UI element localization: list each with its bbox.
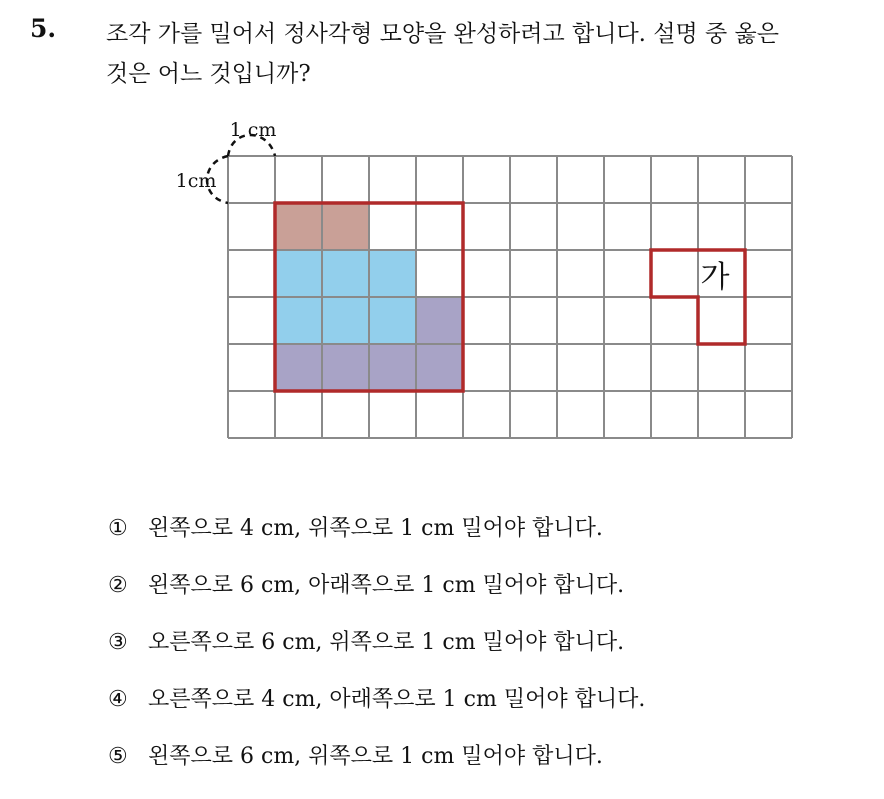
choice-text: 오른쪽으로 4 cm, 아래쪽으로 1 cm 밀어야 합니다. — [148, 687, 646, 712]
cell-blue — [369, 250, 416, 297]
choice-text: 왼쪽으로 6 cm, 아래쪽으로 1 cm 밀어야 합니다. — [148, 573, 625, 598]
choice-mark: ③ — [108, 630, 128, 655]
grid-lines — [228, 156, 792, 438]
question-text — [106, 14, 866, 94]
cell-purple — [322, 344, 369, 391]
question-number: 5. — [30, 14, 57, 43]
cell-blue — [322, 297, 369, 344]
choice-mark: ② — [108, 573, 128, 598]
cell-blue — [369, 297, 416, 344]
cell-blue — [275, 250, 322, 297]
choice-text: 왼쪽으로 4 cm, 위쪽으로 1 cm 밀어야 합니다. — [148, 516, 603, 541]
cell-purple — [275, 344, 322, 391]
question-text-line-2: 것은 어느 것입니까? — [106, 61, 311, 87]
cell-purple — [416, 344, 463, 391]
choice-1[interactable] — [108, 514, 868, 571]
choice-3[interactable] — [108, 628, 868, 685]
grid-figure-svg — [160, 110, 810, 450]
grid-figure — [160, 110, 810, 454]
question-text-line-1: 조각 가를 밀어서 정사각형 모양을 완성하려고 합니다. 설명 중 옳은 — [106, 21, 779, 47]
cell-brown — [275, 203, 322, 250]
unit-label-top: 1 cm — [229, 119, 277, 141]
cell-brown — [322, 203, 369, 250]
choice-5[interactable] — [108, 742, 868, 799]
unit-label-left: 1cm — [175, 170, 217, 192]
cell-purple — [416, 297, 463, 344]
cell-blue — [275, 297, 322, 344]
choice-mark: ① — [108, 516, 128, 541]
choice-text: 왼쪽으로 6 cm, 위쪽으로 1 cm 밀어야 합니다. — [148, 744, 603, 769]
cell-purple — [369, 344, 416, 391]
answer-choices — [108, 514, 868, 799]
choice-text: 오른쪽으로 6 cm, 위쪽으로 1 cm 밀어야 합니다. — [148, 630, 625, 655]
choice-mark: ⑤ — [108, 744, 128, 769]
choice-4[interactable] — [108, 685, 868, 742]
cell-blue — [322, 250, 369, 297]
choice-mark: ④ — [108, 687, 128, 712]
piece-ga-label: 가 — [700, 260, 730, 295]
choice-2[interactable] — [108, 571, 868, 628]
